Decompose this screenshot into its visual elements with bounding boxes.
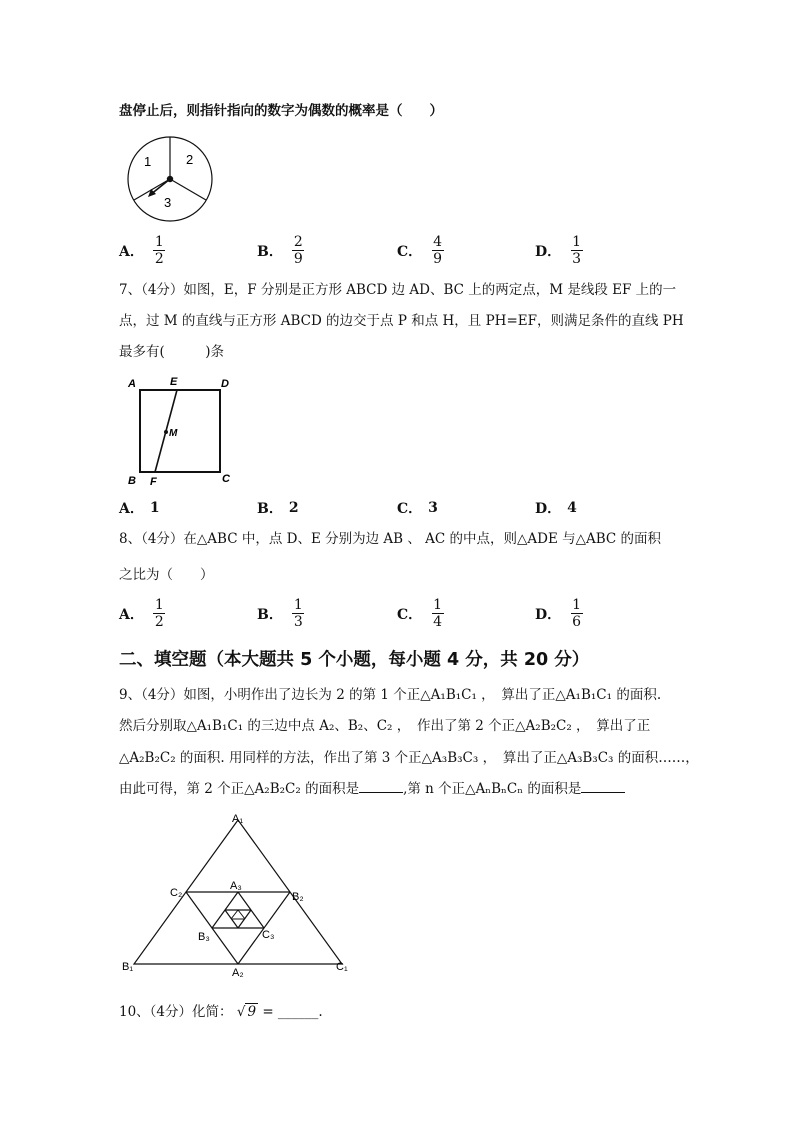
q8-line-2: 之比为（ ） bbox=[119, 567, 214, 583]
nested-triangles-figure bbox=[120, 808, 360, 978]
label-m: M bbox=[169, 428, 178, 439]
sqrt-radicand: 9 bbox=[247, 1004, 257, 1020]
label-e: E bbox=[170, 376, 178, 388]
q6-text: 盘停止后，则指针指向的数字为偶数的概率是（ ） bbox=[119, 103, 443, 119]
q6-option-c: C． $\frac{4}{9}$ bbox=[397, 234, 443, 267]
label-a1: A₁ bbox=[232, 813, 244, 825]
label-a3: A₃ bbox=[230, 880, 242, 892]
q9-line-2: 然后分别取△A₁B₁C₁ 的三边中点 A₂、B₂、C₂ ， 作出了第 2 个正△A₂B₂C₂ ， 算出了正 bbox=[119, 718, 651, 734]
q9-line-4-part-a: 由此可得，第 2 个正△A₂B₂C₂ 的面积是 bbox=[119, 781, 360, 797]
answer-blank-1 bbox=[359, 780, 403, 793]
q7-option-d: D． 4 bbox=[535, 500, 577, 517]
q10-prefix: 10、（4分）化简： bbox=[119, 1004, 233, 1020]
label-b2: B₂ bbox=[292, 891, 304, 903]
label-b3: B₃ bbox=[198, 931, 210, 943]
label-a: A bbox=[128, 378, 136, 390]
label-b: B bbox=[128, 475, 136, 487]
label-c2: C₂ bbox=[170, 887, 183, 899]
spinner-label-3: 3 bbox=[164, 195, 172, 210]
q10-line bbox=[119, 1003, 323, 1021]
q8-option-b: B． $\frac{1}{3}$ bbox=[257, 597, 303, 630]
label-d: D bbox=[221, 378, 229, 390]
q8-line-1: 8、（4分）在△ABC 中，点 D、E 分别为边 AB 、 AC 的中点，则△ADE 与△ABC 的面积 bbox=[119, 531, 662, 547]
square-figure bbox=[124, 372, 240, 490]
answer-blank-2 bbox=[581, 780, 625, 793]
q8-option-a: A． $\frac{1}{2}$ bbox=[119, 597, 164, 630]
label-c1: C₁ bbox=[336, 961, 348, 973]
q9-line-4-part-b: ,第 n 个正△AₙBₙCₙ 的面积是 bbox=[403, 781, 582, 797]
q9-line-4 bbox=[119, 780, 625, 798]
section-heading: 二、填空题（本大题共 5 个小题，每小题 4 分，共 20 分） bbox=[119, 650, 590, 670]
label-f: F bbox=[150, 476, 157, 488]
q6-option-d: D． $\frac{1}{3}$ bbox=[535, 234, 582, 267]
spinner-label-2: 2 bbox=[186, 152, 194, 167]
q7-option-c: C． 3 bbox=[397, 500, 438, 517]
q6-option-a: A． $\frac{1}{2}$ bbox=[119, 234, 164, 267]
q7-line-1: 7、（4分）如图，E，F 分别是正方形 ABCD 边 AD、BC 上的两定点，M 是线段 EF 上的一 bbox=[119, 282, 677, 298]
q8-option-c: C． $\frac{1}{4}$ bbox=[397, 597, 443, 630]
q10-suffix: = ______. bbox=[258, 1004, 323, 1020]
spinner-figure bbox=[124, 134, 218, 226]
label-c3: C₃ bbox=[262, 929, 275, 941]
q9-line-3: △A₂B₂C₂ 的面积. 用同样的方法，作出了第 3 个正△A₃B₃C₃ ， 算出了正△A₃B₃C₃ 的面积……， bbox=[119, 750, 699, 766]
label-c: C bbox=[222, 473, 230, 485]
q7-option-b: B． 2 bbox=[257, 500, 299, 517]
q6-option-b: B． $\frac{2}{9}$ bbox=[257, 234, 303, 267]
label-b1: B₁ bbox=[122, 961, 134, 973]
q7-line-2: 点，过 M 的直线与正方形 ABCD 的边交于点 P 和点 H，且 PH=EF，则满足条件的直线 PH bbox=[119, 313, 684, 329]
label-a2: A₂ bbox=[232, 967, 244, 978]
q9-line-1: 9、（4分）如图，小明作出了边长为 2 的第 1 个正△A₁B₁C₁ ， 算出了正△A₁B₁C₁ 的面积. bbox=[119, 687, 662, 703]
sqrt-expression: √ 9 bbox=[236, 1004, 257, 1020]
q7-option-a: A． 1 bbox=[119, 500, 160, 517]
spinner-label-1: 1 bbox=[144, 154, 152, 169]
q8-option-d: D． $\frac{1}{6}$ bbox=[535, 597, 582, 630]
q7-line-3: 最多有( )条 bbox=[119, 344, 225, 360]
